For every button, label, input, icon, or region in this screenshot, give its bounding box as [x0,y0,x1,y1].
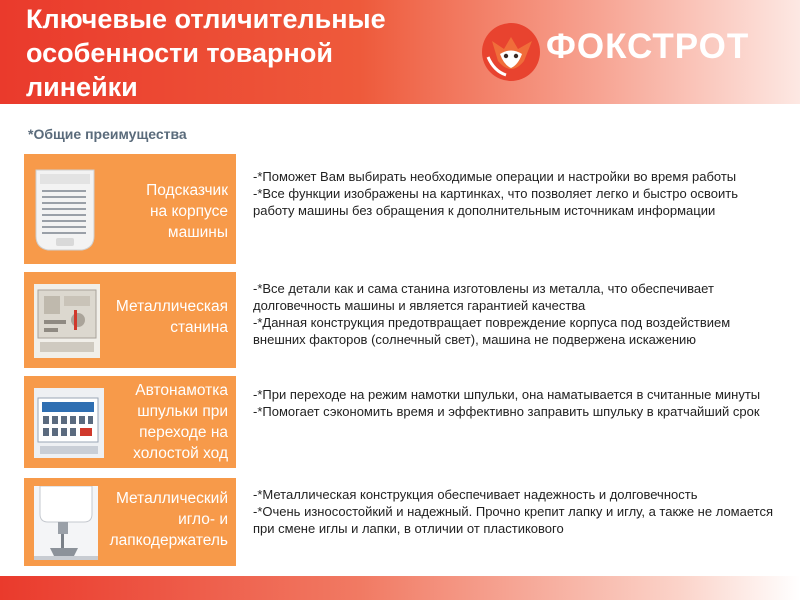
feature-label-line: игло- и [178,511,228,528]
feature-label-line: станина [170,319,228,336]
feature-label-line: Металлическая [115,298,228,315]
feature-bullet: -*Металлическая конструкция обеспечивает надежность и долговечность [253,487,698,502]
section-subheading: *Общие преимущества [28,126,187,142]
page-title [26,2,466,104]
title-line: линейки [26,72,138,102]
feature-bullet: -*При переходе на режим намотки шпульки, она наматывается в считанные минуты [253,387,761,402]
feature-description [253,280,773,348]
feature-label-line: на корпусе [149,203,228,220]
brand-name: ФОКСТРОТ [546,27,750,66]
feature-card-stitch-guide [24,154,236,264]
feature-label-line: машины [167,224,228,241]
feature-bullet: -*Все функции изображены на картинках, что позволяет легко и быстро освоить работу машины без обращения к дополнительным источникам информации [253,186,738,218]
feature-card-needle-holder [24,478,236,566]
needle-holder-image [34,486,98,560]
feature-bullet: -*Помогает сэкономить время и эффективно заправить шпульку в кратчайший срок [253,404,760,419]
feature-bullet: -*Данная конструкция предотвращает повреждение корпуса под воздействием внешних факторов (солнечный свет), машина не подвержена искажению [253,315,731,347]
metal-frame-image [34,284,100,358]
feature-description [253,386,773,420]
stitch-guide-panel-image [34,168,96,256]
header-banner [0,0,800,104]
feature-label [133,380,228,464]
feature-bullet: -*Очень износостойкий и надежный. Прочно крепит лапку и иглу, а также не ломается при смене иглы и лапки, в отличии от пластикового [253,504,773,536]
feature-bullet: -*Все детали как и сама станина изготовлены из металла, что обеспечивает долговечность машины и является гарантией качества [253,281,714,313]
feature-label-line: лапкодержатель [109,532,228,549]
feature-label-line: Автонамотка [135,382,228,399]
feature-label-line: холостой ход [133,445,228,462]
title-line: особенности товарной [26,38,333,68]
feature-label-line: переходе на [139,424,228,441]
feature-label-line: Металлический [115,490,228,507]
feature-card-metal-frame [24,272,236,368]
feature-card-bobbin-winder [24,376,236,468]
bobbin-winder-image [34,388,104,458]
feature-label [146,180,228,243]
feature-description [253,486,773,537]
feature-label-line: Подсказчик [146,182,228,199]
feature-bullet: -*Поможет Вам выбирать необходимые операции и настройки во время работы [253,169,737,184]
feature-description [253,168,773,219]
brand-logo [480,20,780,84]
title-line: Ключевые отличительные [26,4,386,34]
feature-label [116,296,228,338]
footer-bar [0,576,800,600]
feature-label-line: шпульки при [137,403,228,420]
feature-label [110,488,228,551]
fox-logo-icon [480,21,542,83]
